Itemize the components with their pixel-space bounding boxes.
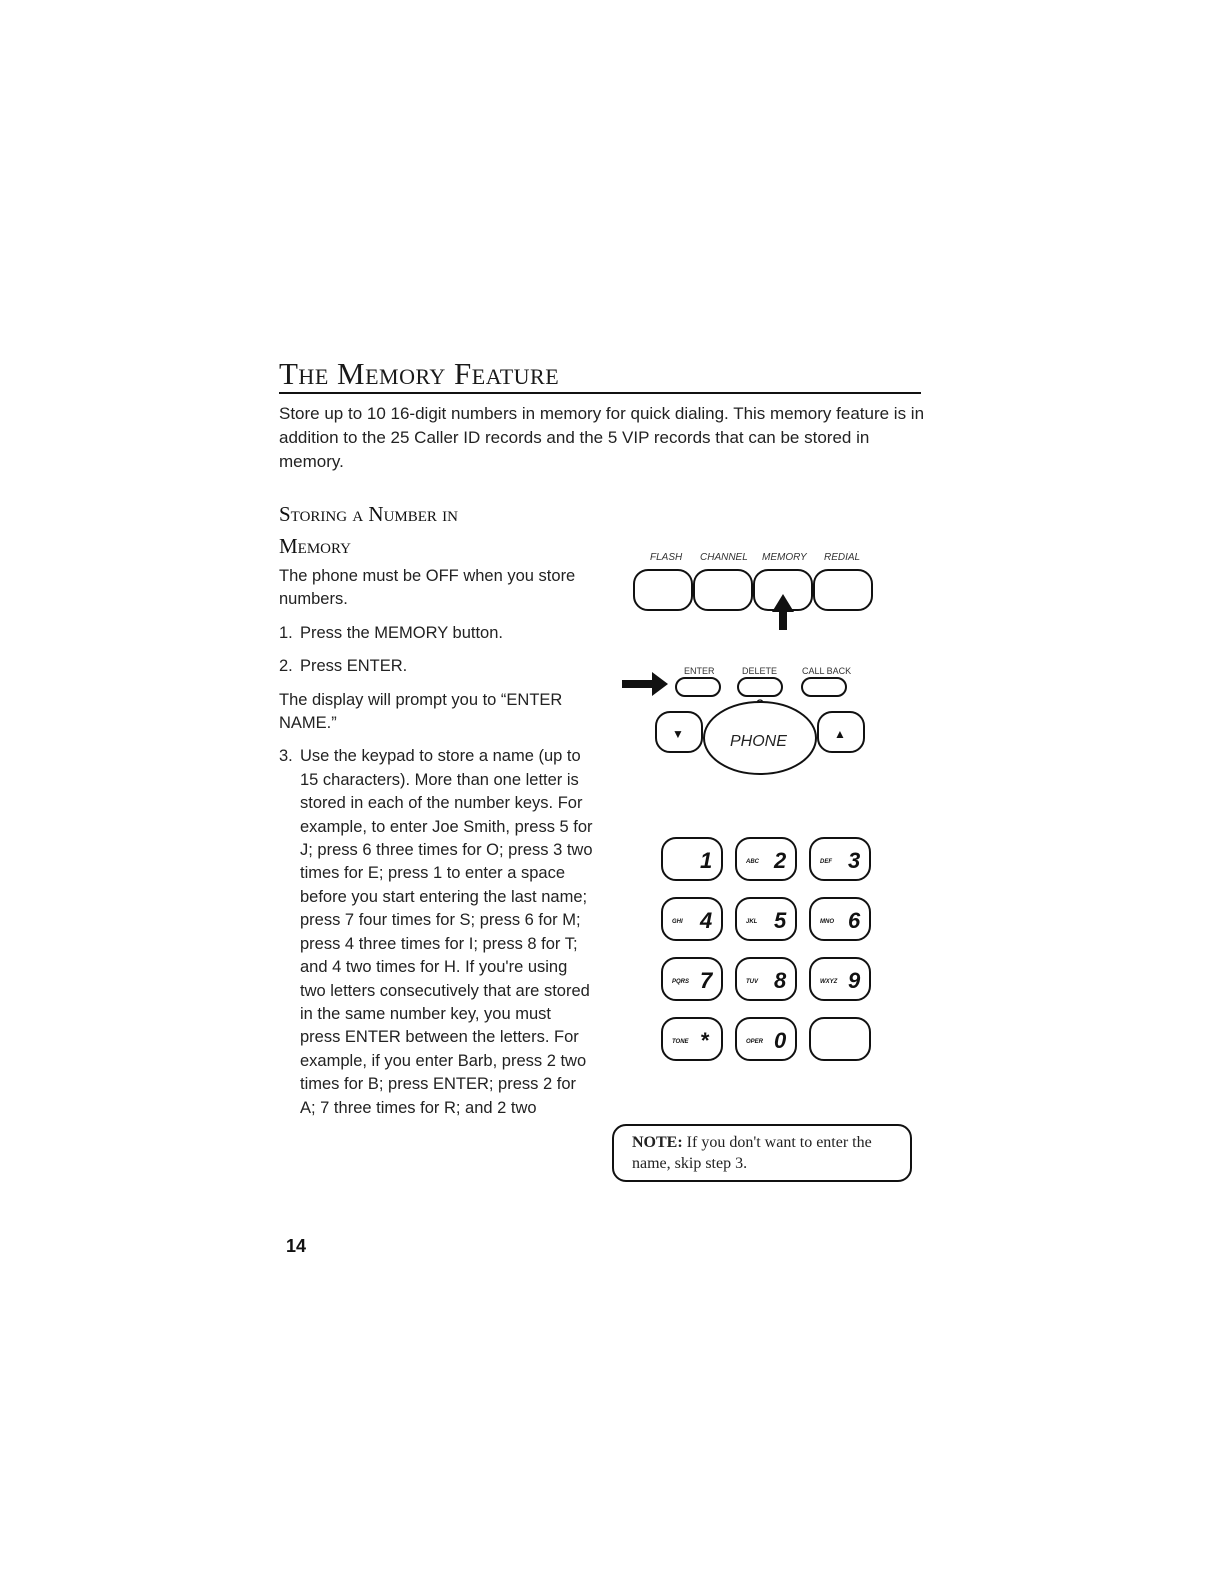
precondition-text: The phone must be OFF when you store numbers. (279, 567, 576, 609)
keypad-key-4[interactable] (662, 898, 722, 940)
instructions-column (279, 565, 594, 1130)
callback-label: CALL BACK (802, 666, 852, 676)
keypad-key-6[interactable] (810, 898, 870, 940)
keypad-key-blank[interactable] (810, 1018, 870, 1060)
page-title: The Memory Feature (279, 358, 921, 394)
pointer-right-arrow-icon (622, 672, 668, 696)
step-number: 1. (279, 623, 293, 642)
note-box (612, 1124, 912, 1182)
note-text: If you don't want to enter the name, skip step 3. (632, 1134, 872, 1172)
enter-button[interactable] (676, 678, 720, 696)
phone-button-label: PHONE (730, 733, 787, 750)
keypad-key-9[interactable] (810, 958, 870, 1000)
key-digit: 4 (700, 908, 713, 933)
step-item (279, 622, 594, 645)
key-letters: TONE (672, 1039, 689, 1045)
enter-label: ENTER (684, 666, 715, 676)
step-number: 3. (279, 747, 293, 766)
key-digit: 2 (774, 848, 787, 873)
keypad-key-1[interactable] (662, 838, 722, 880)
up-arrow-icon: ▲ (834, 727, 846, 741)
step-text: Use the keypad to store a name (up to 15 characters). More than one letter is stored in each of the number keys. For example, to enter Joe Smith, press 5 for J; press 6 three times for O; press 3 two times for E; press 1 to enter a space before you start entering the last name; press 7 four times for S; press 6 for M; press 4 three times for I; press 8 for T; and 4 two times for H. If you're using two letters consecutively that are stored in the same number key, you must press ENTER between the letters. For example, if you enter Barb, press 2 two times for B; press ENTER; press 2 for A; 7 three times for R; and 2 two (300, 747, 593, 1117)
phone-keypad-diagram (612, 548, 922, 1068)
key-digit: 5 (774, 908, 787, 933)
channel-label: CHANNEL (700, 552, 748, 563)
key-letters: GHI (672, 919, 683, 925)
redial-label: REDIAL (824, 552, 861, 563)
key-letters: DEF (820, 859, 832, 865)
memory-label: MEMORY (762, 552, 807, 563)
key-digit: 9 (848, 968, 861, 993)
callback-button[interactable] (802, 678, 846, 696)
key-digit: 1 (700, 848, 713, 873)
keypad-key-3[interactable] (810, 838, 870, 880)
steps-list (279, 622, 594, 679)
channel-button[interactable] (694, 570, 752, 610)
display-prompt-text: The display will prompt you to “ENTER NAME.” (279, 690, 563, 733)
step-text: Press ENTER. (300, 657, 408, 676)
key-letters: JKL (746, 919, 758, 925)
key-digit: 8 (774, 968, 787, 993)
keypad-key-7[interactable] (662, 958, 722, 1000)
key-letters: OPER (746, 1039, 764, 1045)
key-letters: MNO (820, 919, 834, 925)
flash-label: FLASH (650, 552, 683, 563)
key-letters: ABC (746, 859, 759, 865)
step-text: Press the MEMORY button. (300, 623, 503, 642)
key-letters: TUV (746, 979, 758, 985)
key-digit: 7 (700, 968, 713, 993)
redial-button[interactable] (814, 570, 872, 610)
down-arrow-icon: ▼ (672, 727, 684, 741)
key-digit: 3 (848, 848, 861, 873)
keypad (662, 838, 870, 1060)
key-letters: PQRS (672, 979, 690, 985)
page-number: 14 (286, 1236, 307, 1256)
section-heading-line-1: Storing a Number in (279, 502, 458, 526)
step-number: 2. (279, 657, 293, 676)
keypad-key-8[interactable] (736, 958, 796, 1000)
key-digit: 6 (848, 908, 861, 933)
section-heading-line-2: Memory (279, 534, 352, 558)
keypad-key-0[interactable] (736, 1018, 796, 1060)
steps-list-continued (279, 745, 594, 1120)
keypad-key-2[interactable] (736, 838, 796, 880)
key-letters: WXYZ (820, 979, 838, 985)
delete-label: DELETE (742, 666, 778, 676)
keypad-key-star[interactable] (662, 1018, 722, 1060)
note-label: NOTE: (632, 1134, 683, 1151)
section-heading (279, 498, 579, 562)
step-item (279, 745, 594, 1120)
keypad-key-5[interactable] (736, 898, 796, 940)
intro-paragraph: Store up to 10 16-digit numbers in memory for quick dialing. This memory feature is in addition to the 25 Caller ID records and the 5 VIP records that can be stored in memory. (279, 404, 925, 471)
key-digit: * (700, 1028, 709, 1053)
key-digit: 0 (774, 1028, 787, 1053)
delete-button[interactable] (738, 678, 782, 696)
step-item (279, 655, 594, 678)
flash-button[interactable] (634, 570, 692, 610)
